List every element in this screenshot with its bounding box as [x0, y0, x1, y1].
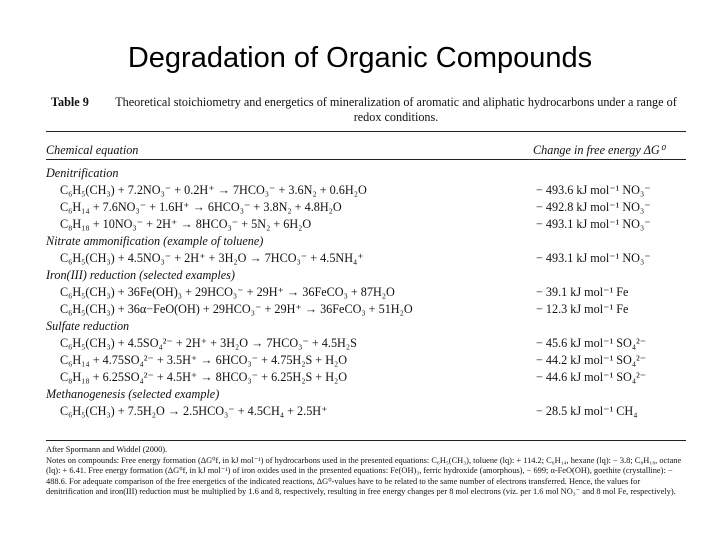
reaction-equation: C₆H₅(CH₃) + 7.2NO₃⁻ + 0.2H⁺ → 7HCO₃⁻ + 3.6N₂ + 0.6H₂O — [60, 183, 367, 197]
reaction-row — [46, 370, 686, 384]
reaction-equation: C₆H₅(CH₃) + 7.5H₂O → 2.5HCO₃⁻ + 4.5CH₄ + 2.5H⁺ — [60, 404, 328, 418]
section-heading-row — [46, 319, 686, 333]
reaction-equation: C₆H₅(CH₃) + 4.5SO₄²⁻ + 2H⁺ + 3H₂O → 7HCO₃⁻ + 4.5H₂S — [60, 336, 357, 350]
table-number: Table 9 — [51, 95, 89, 109]
free-energy-value: − 28.5 kJ mol⁻¹ CH₄ — [536, 404, 638, 418]
section-heading-row — [46, 387, 686, 401]
table-caption — [46, 95, 686, 125]
reaction-row — [46, 404, 686, 418]
header-rule — [46, 159, 686, 160]
free-energy-value: − 44.6 kJ mol⁻¹ SO₄²⁻ — [536, 370, 647, 384]
header-equation: Chemical equation — [46, 143, 139, 157]
reaction-row — [46, 285, 686, 299]
free-energy-value: − 12.3 kJ mol⁻¹ Fe — [536, 302, 629, 316]
section-heading: Iron(III) reduction (selected examples) — [46, 268, 235, 282]
table-notes — [46, 445, 686, 498]
free-energy-value: − 492.8 kJ mol⁻¹ NO₃⁻ — [536, 200, 651, 214]
reaction-equation: C₈H₁₈ + 6.25SO₄²⁻ + 4.5H⁺ → 8HCO₃⁻ + 6.25H₂S + H₂O — [60, 370, 348, 384]
free-energy-value: − 493.1 kJ mol⁻¹ NO₃⁻ — [536, 251, 651, 265]
reaction-equation: C₆H₁₄ + 7.6NO₃⁻ + 1.6H⁺ → 6HCO₃⁻ + 3.8N₂ + 4.8H₂O — [60, 200, 342, 214]
reaction-equation: C₆H₅(CH₃) + 36Fe(OH)₃ + 29HCO₃⁻ + 29H⁺ → 36FeCO₃ + 87H₂O — [60, 285, 395, 299]
reaction-row — [46, 217, 686, 231]
reaction-equation: C₈H₁₈ + 10NO₃⁻ + 2H⁺ → 8HCO₃⁻ + 5N₂ + 6H₂O — [60, 217, 312, 231]
section-heading: Methanogenesis (selected example) — [46, 387, 220, 401]
compound-notes: Notes on compounds: Free energy formation (ΔG⁰f, in kJ mol⁻¹) of hydrocarbons used in the presented equations: C₆H₅(CH₃), toluene (lq): + 114.2; C₆H₁₄, hexane (lq): − 3.8; C₈H₁₈, octane (lq): + 6.41. Free energy formation (ΔG⁰f, in kJ mol⁻¹) of iron oxides used in the presented equations: Fe(OH)₃, ferric hydroxide (amorphous), − 699; α-FeO(OH), goethite (crystalline): − 488.6. For adequate comparison of the free energetics of the indicated reactions, ΔG⁰-values have to be related to the same number of electrons transferred. Hence, the values for denitrification and iron(III) reduction must be multiplied by 1.6 and 8, respectively, resulting in free energy changes per 8 mol electrons (viz. per 1.6 mol NO₃⁻ and 8 mol Fe, respectively). — [46, 455, 682, 497]
reaction-row — [46, 353, 686, 367]
section-heading-row — [46, 234, 686, 248]
reaction-row — [46, 200, 686, 214]
reaction-row — [46, 336, 686, 350]
section-heading: Sulfate reduction — [46, 319, 130, 333]
reaction-equation: C₆H₅(CH₃) + 4.5NO₃⁻ + 2H⁺ + 3H₂O → 7HCO₃⁻ + 4.5NH₄⁺ — [60, 251, 364, 265]
section-heading-row — [46, 268, 686, 282]
source-note: After Spormann and Widdel (2000). — [46, 445, 168, 454]
table-figure — [46, 95, 686, 497]
free-energy-value: − 39.1 kJ mol⁻¹ Fe — [536, 285, 629, 299]
reaction-row — [46, 302, 686, 316]
reaction-equation: C₆H₁₄ + 4.75SO₄²⁻ + 3.5H⁺ → 6HCO₃⁻ + 4.75H₂S + H₂O — [60, 353, 348, 367]
reaction-row — [46, 183, 686, 197]
free-energy-value: − 45.6 kJ mol⁻¹ SO₄²⁻ — [536, 336, 647, 350]
slide-title: Degradation of Organic Compounds — [127, 42, 593, 74]
free-energy-value: − 44.2 kJ mol⁻¹ SO₄²⁻ — [536, 353, 647, 367]
reaction-row — [46, 251, 686, 265]
free-energy-value: − 493.6 kJ mol⁻¹ NO₃⁻ — [536, 183, 651, 197]
section-heading: Nitrate ammonification (example of toluene) — [46, 234, 264, 248]
table-caption-text: Theoretical stoichiometry and energetics of mineralization of aromatic and aliphatic hydrocarbons under a range of redox conditions. — [115, 95, 677, 124]
section-heading-row — [46, 166, 686, 180]
bottom-rule — [46, 440, 686, 441]
header-energy: Change in free energy ΔG⁰ — [533, 143, 665, 157]
top-rule — [46, 131, 686, 132]
section-heading: Denitrification — [46, 166, 119, 180]
free-energy-value: − 493.1 kJ mol⁻¹ NO₃⁻ — [536, 217, 651, 231]
reaction-equation: C₆H₅(CH₃) + 36α−FeO(OH) + 29HCO₃⁻ + 29H⁺ → 36FeCO₃ + 51H₂O — [60, 302, 413, 316]
